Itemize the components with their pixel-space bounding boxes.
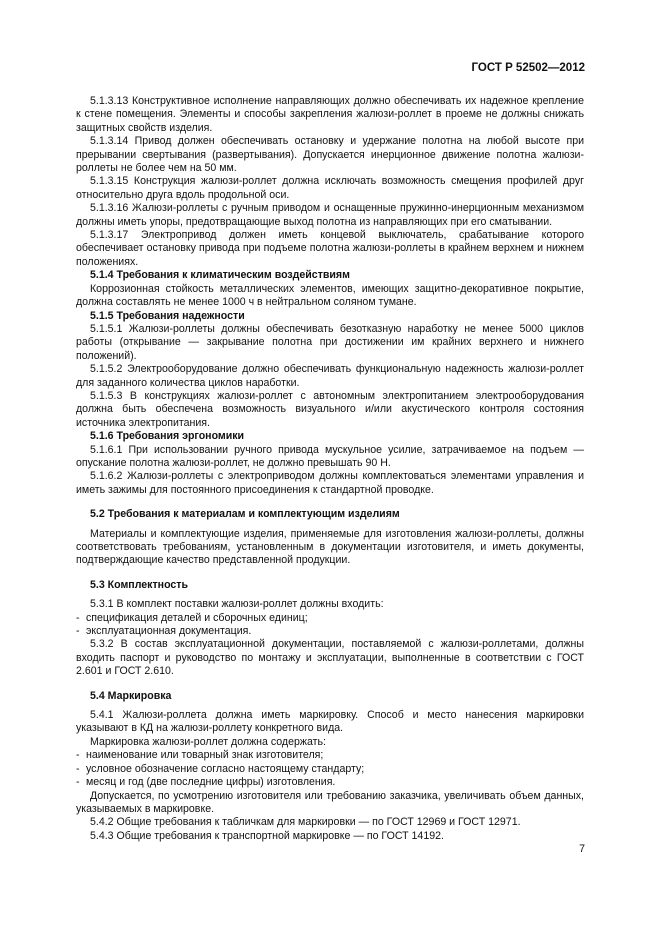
paragraph-5-3-1: 5.3.1 В комплект поставки жалюзи-роллет должны входить:: [90, 598, 384, 611]
heading-5-4: 5.4 Маркировка: [90, 689, 172, 702]
list-marker: -: [76, 776, 80, 789]
list-item-text: эксплуатационная документация.: [86, 625, 252, 638]
paragraph-5-4-1-allowance: Допускается, по усмотрению изготовителя или требованию заказчика, увеличивать объем данных, указываемых в маркировке.: [76, 789, 584, 815]
list-marker: -: [76, 611, 80, 624]
paragraph-5-3-2: 5.3.2 В состав эксплуатационной документации, поставляемой с жалюзи-роллетами, должны входить паспорт и руководство по монтажу и эксплуатации, выполненные в соответствии с ГОСТ 2.601 и ГОСТ 2.610.: [76, 638, 584, 678]
paragraph-5-1-3-14: 5.1.3.14 Привод должен обеспечивать остановку и удержание полотна на любой высоте при прерывании свертывания (развертывания). Допускается инерционное движение полотна жалюзи-роллеты не более чем на 50 мм.: [76, 135, 584, 175]
paragraph-5-2: Материалы и комплектующие изделия, применяемые для изготовления жалюзи-роллеты, должны соответствовать требованиям, установленным в документации изготовителя, и иметь документы, подтверждающие качество представленной продукции.: [76, 527, 584, 567]
paragraph-5-1-3-15: 5.1.3.15 Конструкция жалюзи-роллет должна исключать возможность смещения профилей друг относительно друга вдоль продольной оси.: [76, 175, 584, 201]
list-item: [76, 763, 584, 776]
page-number: 7: [579, 843, 585, 855]
paragraph-5-1-5-2: 5.1.5.2 Электрооборудование должно обеспечивать функциональную надежность жалюзи-роллет для заданного количества циклов наработки.: [76, 363, 584, 389]
heading-5-1-5: 5.1.5 Требования надежности: [90, 309, 245, 322]
paragraph-5-4-3: 5.4.3 Общие требования к транспортной маркировке — по ГОСТ 14192.: [90, 829, 444, 842]
document-body: [76, 95, 584, 843]
list-item: [76, 612, 584, 625]
list-marker: -: [76, 625, 80, 638]
heading-5-1-4: 5.1.4 Требования к климатическим воздействиям: [90, 269, 350, 282]
paragraph-5-1-6-1: 5.1.6.1 При использовании ручного привода мускульное усилие, затрачиваемое на подъем — опускание полотна жалюзи-роллет, не должно превышать 90 Н.: [76, 443, 584, 469]
paragraph-5-1-3-17: 5.1.3.17 Электропривод должен иметь концевой выключатель, срабатывание которого обеспечивает остановку привода при подъеме полотна жалюзи-роллеты в крайнем верхнем и нижнем положениях.: [76, 229, 584, 268]
list-item: [76, 776, 584, 789]
list-marker: -: [76, 749, 80, 762]
standard-designation: ГОСТ Р 52502—2012: [471, 62, 585, 74]
list-item-text: наименование или товарный знак изготовителя;: [86, 749, 324, 762]
heading-5-3: 5.3 Комплектность: [90, 578, 188, 591]
paragraph-5-4-2: 5.4.2 Общие требования к табличкам для маркировки — по ГОСТ 12969 и ГОСТ 12971.: [90, 816, 521, 829]
list-item: [76, 625, 584, 638]
paragraph-5-1-5-3: 5.1.5.3 В конструкциях жалюзи-роллет с автономным электропитанием электрооборудования должна быть обеспечена возможность визуального и/или акустического контроля состояния источника электропитания.: [76, 389, 584, 429]
list-item-text: условное обозначение согласно настоящему стандарту;: [86, 762, 365, 775]
list-marker: -: [76, 762, 80, 775]
list-item-text: спецификация деталей и сборочных единиц;: [86, 611, 308, 624]
list-item: [76, 749, 584, 762]
heading-5-2: 5.2 Требования к материалам и комплектующим изделиям: [90, 508, 400, 521]
paragraph-5-4-1: 5.4.1 Жалюзи-роллета должна иметь маркировку. Способ и место нанесения маркировки указывают в КД на жалюзи-роллету конкретного вида.: [76, 709, 584, 735]
heading-5-1-6: 5.1.6 Требования эргономики: [90, 430, 245, 443]
paragraph-5-1-3-16: 5.1.3.16 Жалюзи-роллеты с ручным приводом и оснащенные пружинно-инерционным механизмом должны иметь упоры, предотвращающие выход полотна из направляющих при его сматывании.: [76, 202, 584, 228]
paragraph-5-1-3-13: 5.1.3.13 Конструктивное исполнение направляющих должно обеспечивать их надежное крепление к стене помещения. Элементы и способы закрепления жалюзи-роллет в проеме не должны снижать защитных свойств изделия.: [76, 95, 584, 134]
paragraph-5-1-6-2: 5.1.6.2 Жалюзи-роллеты с электроприводом должны комплектоваться элементами управления и иметь зажимы для постоянного присоединения к стандартной проводке.: [76, 470, 584, 496]
list-item-text: месяц и год (две последние цифры) изготовления.: [86, 776, 336, 789]
paragraph-5-4-1-marking: Маркировка жалюзи-роллет должна содержать:: [90, 735, 326, 748]
paragraph-5-1-4: Коррозионная стойкость металлических элементов, имеющих защитно-декоративное покрытие, должна составлять не менее 1000 ч в нейтральном соляном тумане.: [76, 282, 584, 309]
paragraph-5-1-5-1: 5.1.5.1 Жалюзи-роллеты должны обеспечивать безотказную наработку не менее 5000 циклов работы (открывание — закрывание полотна при достижении им крайних верхнего и нижнего положений).: [76, 322, 584, 362]
